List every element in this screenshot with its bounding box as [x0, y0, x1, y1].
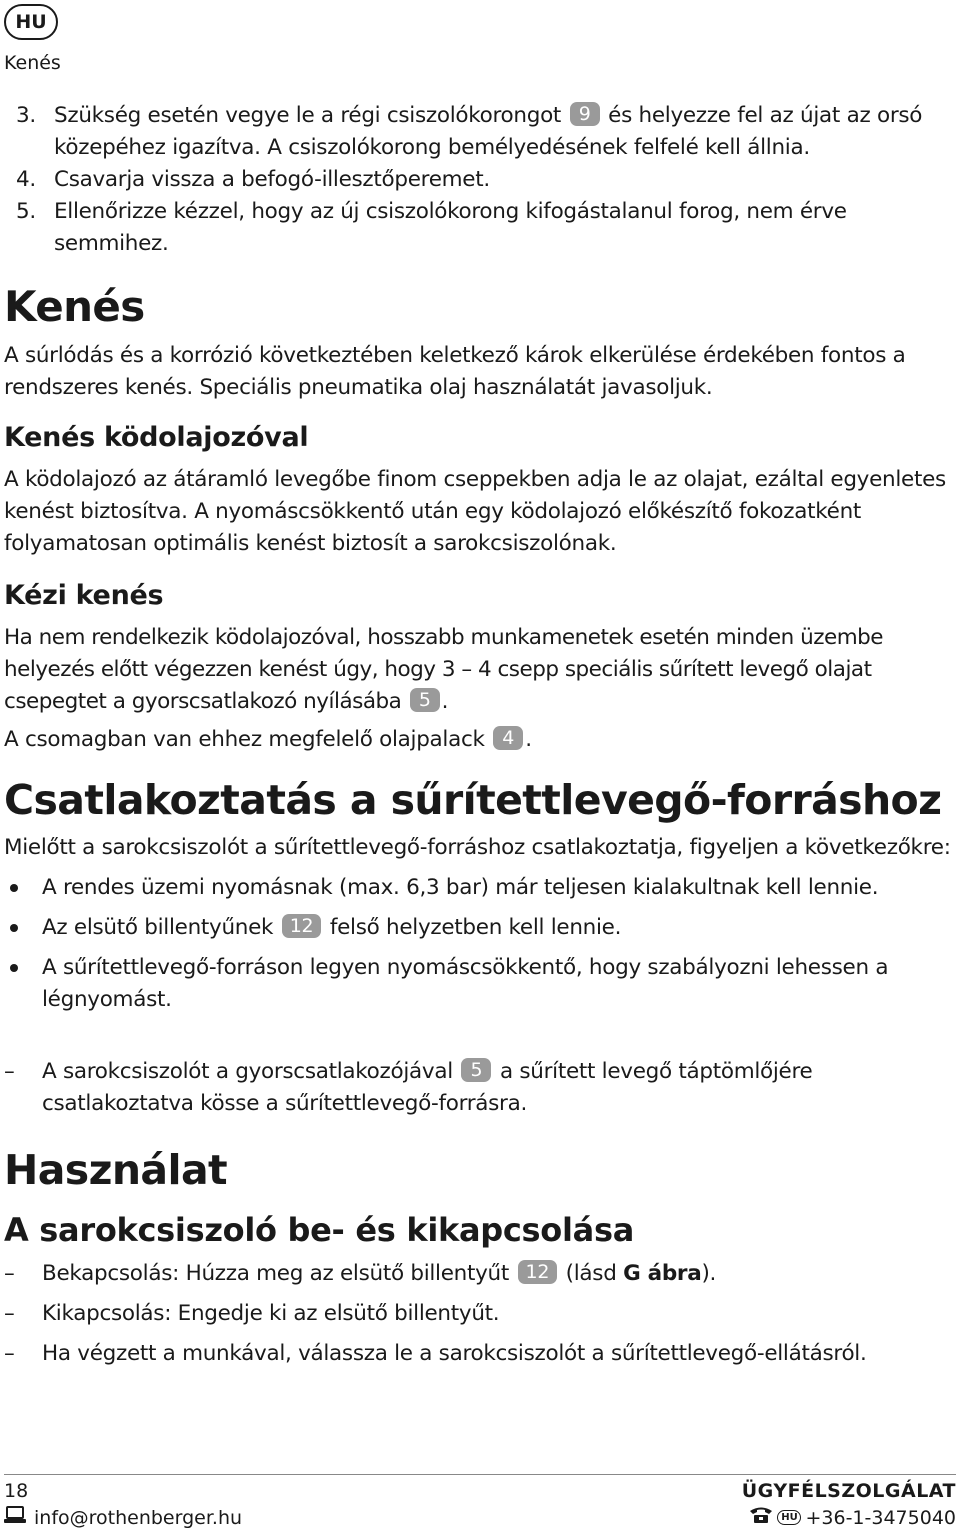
- step-text: Szükség esetén vegye le a régi csiszolókorongot: [54, 103, 562, 128]
- subheading-be-kikapcsolas: A sarokcsiszoló be- és kikapcsolása: [4, 1211, 634, 1249]
- dash-marker: –: [4, 1059, 15, 1084]
- operation-list: [4, 1258, 956, 1370]
- subheading-kodolajozo: Kenés ködolajozóval: [4, 422, 309, 453]
- paragraph: Ha nem rendelkezik ködolajozóval, hosszabb munkamenetek esetén minden üzembe helyezés előtt végezzen kenést úgy, hogy 3 – 4 csepp speciális sűrített levegő olajat csepegtet a gyorscsatlakozó nyílásába 5 .: [4, 625, 884, 714]
- footer-phone: [749, 1506, 956, 1529]
- paragraph: A csomagban van ehhez megfelelő olajpalack 4 .: [4, 727, 532, 752]
- step-3: [16, 100, 956, 164]
- customer-service-label: ÜGYFÉLSZOLGÁLAT: [741, 1480, 956, 1502]
- section-heading-hasznalat: Használat: [4, 1146, 228, 1194]
- list-item: Az elsütő billentyűnek 12 felső helyzetben kell lennie.: [4, 912, 956, 944]
- subheading-kezi-kenes: Kézi kenés: [4, 580, 164, 611]
- step-text: Ellenőrizze kézzel, hogy az új csiszolókorong kifogástalanul forog, nem érve semmihez.: [54, 199, 847, 256]
- step-text: és helyezze fel az újat az orsó közepéhez igazítva. A csiszolókorong bemélyedésének felfelé kell állnia.: [54, 103, 923, 160]
- dash-marker: –: [4, 1301, 15, 1326]
- country-badge: HU: [777, 1510, 801, 1525]
- paragraph: A súrlódás és a korrózió következtében keletkező károk elkerülése érdekében fontos a rendszeres kenés. Speciális pneumatika olaj használatát javasoljuk.: [4, 343, 906, 400]
- dash-marker: –: [4, 1341, 15, 1366]
- section-heading-csatlakoztatas: Csatlakoztatás a sűrítettlevegő-forráshoz: [4, 776, 942, 824]
- list-item: – Ha végzett a munkával, válassza le a sarokcsiszolót a sűrítettlevegő-ellátásról.: [4, 1338, 956, 1370]
- email-link[interactable]: info@rothenberger.hu: [34, 1506, 243, 1529]
- list-item: – Kikapcsolás: Engedje ki az elsütő billentyűt.: [4, 1298, 956, 1330]
- bullet-icon: [10, 964, 18, 972]
- footer-divider: [4, 1474, 956, 1475]
- list-item: A rendes üzemi nyomásnak (max. 6,3 bar) már teljesen kialakultnak kell lennie.: [4, 872, 956, 904]
- part-reference-badge: 5: [410, 688, 440, 712]
- step-4: [16, 164, 956, 196]
- part-reference-badge: 4: [493, 726, 523, 750]
- step-number: 5.: [16, 199, 36, 224]
- part-reference-badge: 12: [518, 1260, 558, 1284]
- step-5: [16, 196, 956, 260]
- phone-number[interactable]: +36-1-3475040: [805, 1506, 956, 1529]
- list-item: – Bekapcsolás: Húzza meg az elsütő billentyűt 12 (lásd G ábra).: [4, 1258, 956, 1290]
- step-number: 3.: [16, 103, 36, 128]
- footer-email: [4, 1506, 242, 1529]
- section-tag: Kenés: [4, 52, 61, 74]
- instruction-dash-item: – A sarokcsiszolót a gyorscsatlakozójával 5 a sűrített levegő táptömlőjére csatlakoztatva kösse a sűrítettlevegő-forrásra.: [4, 1056, 956, 1120]
- part-reference-badge: 12: [282, 914, 322, 938]
- page-number: 18: [4, 1480, 29, 1502]
- steps-list: [4, 100, 956, 260]
- list-item: A sűrítettlevegő-forráson legyen nyomáscsökkentő, hogy szabályozni lehessen a légnyomást.: [4, 952, 956, 1016]
- phone-icon: [749, 1506, 773, 1529]
- step-text: Csavarja vissza a befogó-illesztőperemet.: [54, 167, 490, 192]
- section-heading-kenes: Kenés: [4, 282, 145, 331]
- page-content: [4, 100, 956, 1370]
- paragraph: Mielőtt a sarokcsiszolót a sűrítettlevegő-forráshoz csatlakoztatja, figyeljen a következőkre:: [4, 835, 951, 860]
- requirements-list: [4, 872, 956, 1016]
- step-number: 4.: [16, 167, 36, 192]
- figure-reference: G ábra: [623, 1261, 702, 1286]
- laptop-icon: [4, 1506, 26, 1529]
- bullet-icon: [10, 884, 18, 892]
- paragraph: A ködolajozó az átáramló levegőbe finom cseppekben adja le az olajat, ezáltal egyenletes kenést biztosítva. A nyomáscsökkentő után egy ködolajozó előkészítő fokozatként folyamatosan optimális kenést biztosít a sarokcsiszolónak.: [4, 467, 946, 556]
- bullet-icon: [10, 924, 18, 932]
- part-reference-badge: 9: [570, 102, 600, 126]
- language-badge: HU: [4, 4, 58, 40]
- part-reference-badge: 5: [461, 1058, 491, 1082]
- dash-marker: –: [4, 1261, 15, 1286]
